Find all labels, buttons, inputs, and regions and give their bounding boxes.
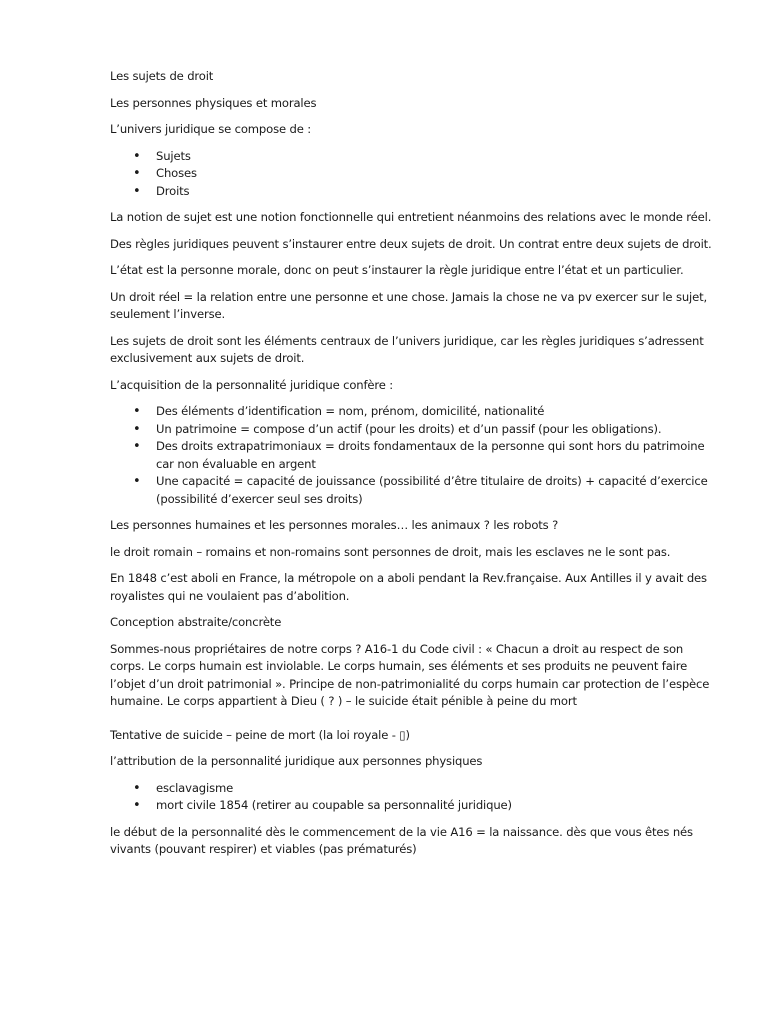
list-item: • Sujets	[156, 148, 715, 166]
list-item: • Une capacité = capacité de jouissance (possibilité d’être titulaire de droits) + capacité d’exercice (possibilité d’exercer seul ses droits)	[156, 473, 715, 508]
paragraph: Sommes-nous propriétaires de notre corps ? A16-1 du Code civil : « Chacun a droit au respect de son corps. Le corps humain est inviolable. Le corps humain, ses éléments et ses produits ne peuvent faire l’objet d’un droit patrimonial ». Principe de non-patrimonialité du corps humain car protection de l’espèce humaine. Le corps appartient à Dieu ( ? ) – le suicide était pénible à peine du mort	[110, 641, 710, 708]
paragraph: Des règles juridiques peuvent s’instaurer entre deux sujets de droit. Un contrat entre deux sujets de droit.	[110, 236, 712, 251]
bullet-list	[110, 780, 715, 815]
list-item: • esclavagisme	[156, 780, 715, 798]
paragraph: Tentative de suicide – peine de mort (la loi royale - ▯)	[110, 727, 410, 742]
list-item: • Des droits extrapatrimoniaux = droits fondamentaux de la personne qui sont hors du patrimoine car non évaluable en argent	[156, 438, 715, 473]
paragraph: le début de la personnalité dès le commencement de la vie A16 = la naissance. dès que vous êtes nés vivants (pouvant respirer) et viables (pas prématurés)	[110, 824, 693, 856]
paragraph: La notion de sujet est une notion fonctionnelle qui entretient néanmoins des relations avec le monde réel.	[110, 210, 712, 224]
list-item: • mort civile 1854 (retirer au coupable sa personnalité juridique)	[156, 797, 715, 815]
document-title: Les sujets de droit	[110, 69, 214, 83]
section-heading: Les personnes physiques et morales	[110, 95, 317, 110]
paragraph: L’acquisition de la personnalité juridique confère :	[110, 377, 394, 392]
document-page	[110, 68, 715, 868]
list-item: • Choses	[156, 165, 715, 183]
bullet-list	[110, 148, 715, 201]
paragraph: l’attribution de la personnalité juridique aux personnes physiques	[110, 754, 483, 768]
paragraph: Les sujets de droit sont les éléments centraux de l’univers juridique, car les règles juridiques s’adressent exclusivement aux sujets de droit.	[110, 333, 704, 365]
list-item: • Un patrimoine = compose d’un actif (pour les droits) et d’un passif (pour les obligations).	[156, 421, 715, 439]
list-item: • Des éléments d’identification = nom, prénom, domicilité, nationalité	[156, 403, 715, 421]
list-item: • Droits	[156, 183, 715, 201]
paragraph: En 1848 c’est aboli en France, la métropole on a aboli pendant la Rev.française. Aux Antilles il y avait des royalistes qui ne voulaient pas d’abolition.	[110, 571, 707, 603]
paragraph: Un droit réel = la relation entre une personne et une chose. Jamais la chose ne va pv exercer sur le sujet, seulement l’inverse.	[110, 289, 708, 321]
paragraph: Les personnes humaines et les personnes morales… les animaux ? les robots ?	[110, 518, 559, 532]
paragraph: L’univers juridique se compose de :	[110, 122, 311, 136]
paragraph: Conception abstraite/concrète	[110, 615, 282, 629]
paragraph: le droit romain – romains et non-romains sont personnes de droit, mais les esclaves ne le sont pas.	[110, 544, 671, 559]
bullet-list	[110, 403, 715, 508]
paragraph: L’état est la personne morale, donc on peut s’instaurer la règle juridique entre l’état et un particulier.	[110, 263, 684, 277]
